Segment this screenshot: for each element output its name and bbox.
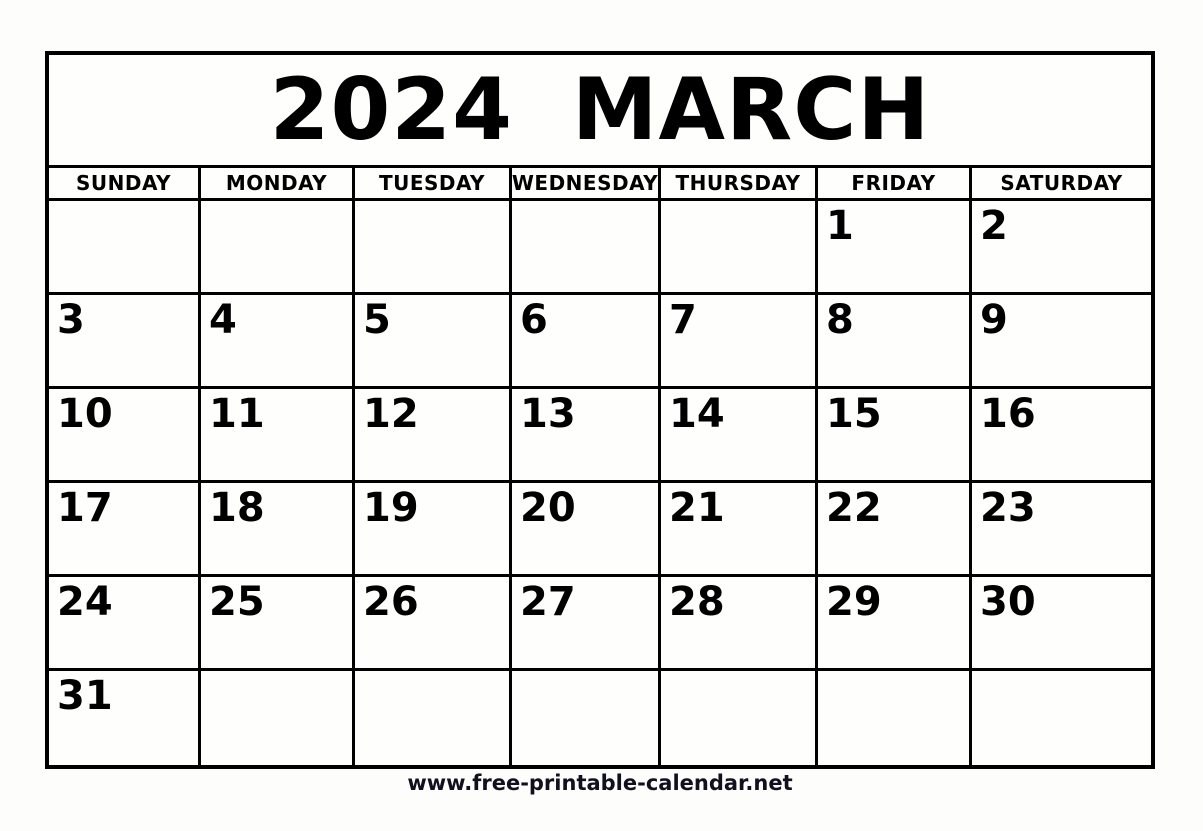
day-cell-14: 14 — [661, 389, 818, 483]
day-cell-10: 10 — [49, 389, 201, 483]
day-cell-12: 12 — [355, 389, 512, 483]
weekday-header-thursday: THURSDAY — [661, 168, 818, 201]
day-cell-8: 8 — [818, 295, 972, 389]
day-cell-29: 29 — [818, 577, 972, 671]
day-cell-empty — [972, 671, 1151, 765]
day-cell-30: 30 — [972, 577, 1151, 671]
day-cell-15: 15 — [818, 389, 972, 483]
day-cell-empty — [49, 201, 201, 295]
day-cell-empty — [512, 201, 661, 295]
weekday-header-wednesday: WEDNESDAY — [512, 168, 661, 201]
day-cell-empty — [818, 671, 972, 765]
calendar-title: 2024 MARCH — [269, 60, 931, 160]
day-cell-18: 18 — [201, 483, 355, 577]
day-cell-1: 1 — [818, 201, 972, 295]
day-cell-empty — [355, 201, 512, 295]
day-cell-3: 3 — [49, 295, 201, 389]
day-cell-empty — [512, 671, 661, 765]
day-cell-7: 7 — [661, 295, 818, 389]
day-cell-6: 6 — [512, 295, 661, 389]
calendar-title-bar — [49, 55, 1151, 168]
day-cell-empty — [201, 201, 355, 295]
day-cell-4: 4 — [201, 295, 355, 389]
day-cell-25: 25 — [201, 577, 355, 671]
day-cell-empty — [355, 671, 512, 765]
weekday-header-saturday: SATURDAY — [972, 168, 1151, 201]
weekday-header-tuesday: TUESDAY — [355, 168, 512, 201]
day-cell-21: 21 — [661, 483, 818, 577]
calendar-grid — [49, 168, 1151, 765]
weekday-header-sunday: SUNDAY — [49, 168, 201, 201]
day-cell-28: 28 — [661, 577, 818, 671]
day-cell-23: 23 — [972, 483, 1151, 577]
day-cell-31: 31 — [49, 671, 201, 765]
day-cell-empty — [661, 671, 818, 765]
day-cell-empty — [201, 671, 355, 765]
day-cell-5: 5 — [355, 295, 512, 389]
calendar — [45, 51, 1155, 769]
day-cell-17: 17 — [49, 483, 201, 577]
day-cell-24: 24 — [49, 577, 201, 671]
day-cell-empty — [661, 201, 818, 295]
day-cell-9: 9 — [972, 295, 1151, 389]
day-cell-19: 19 — [355, 483, 512, 577]
weekday-header-friday: FRIDAY — [818, 168, 972, 201]
day-cell-13: 13 — [512, 389, 661, 483]
day-cell-20: 20 — [512, 483, 661, 577]
day-cell-26: 26 — [355, 577, 512, 671]
day-cell-22: 22 — [818, 483, 972, 577]
day-cell-27: 27 — [512, 577, 661, 671]
day-cell-16: 16 — [972, 389, 1151, 483]
footer — [45, 771, 1155, 795]
day-cell-2: 2 — [972, 201, 1151, 295]
footer-url-link[interactable]: www.free-printable-calendar.net — [407, 771, 793, 795]
weekday-header-monday: MONDAY — [201, 168, 355, 201]
day-cell-11: 11 — [201, 389, 355, 483]
